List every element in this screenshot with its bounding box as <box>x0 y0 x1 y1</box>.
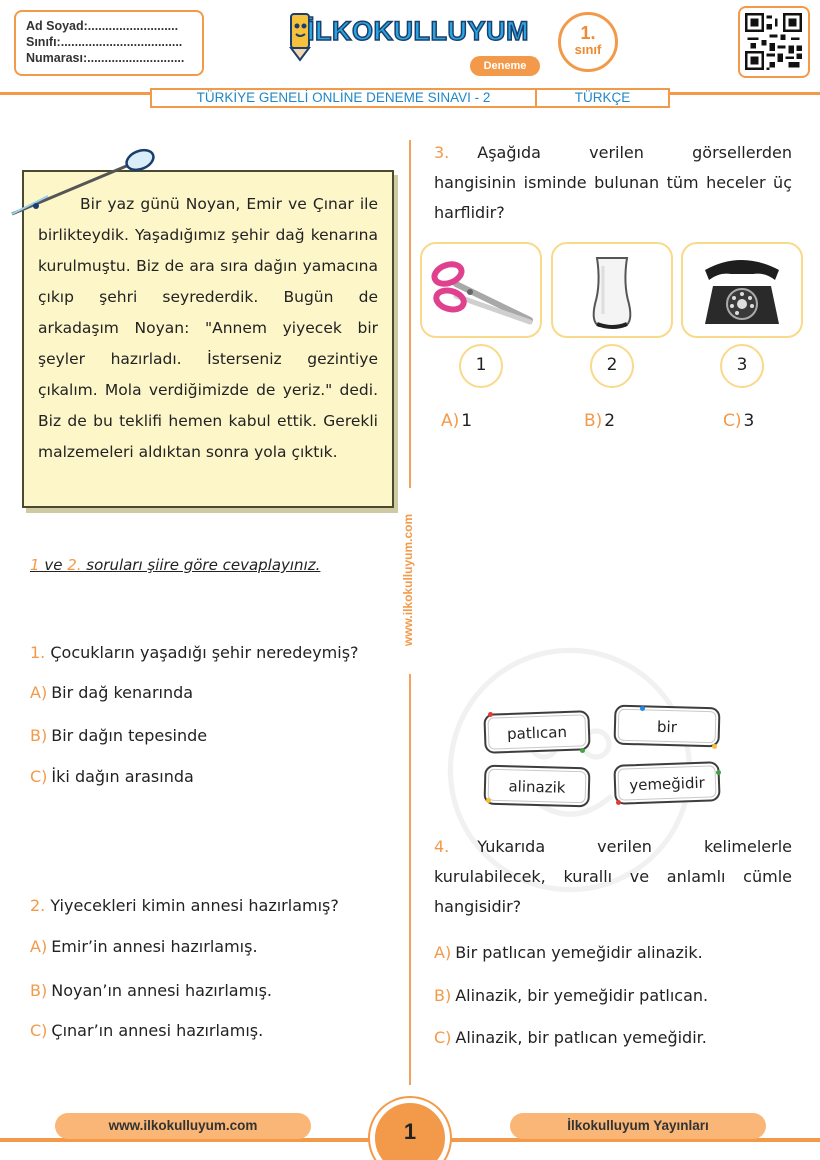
q2-option-a[interactable] <box>30 937 258 956</box>
logo-badge: Deneme <box>470 56 540 76</box>
grade-label: sınıf <box>574 42 602 57</box>
q2-option-c[interactable] <box>30 1021 263 1040</box>
option-text: Noyan’ın annesi hazırlamış. <box>51 981 273 1000</box>
option-letter: A) <box>30 937 48 956</box>
student-name-field: Ad Soyad:.......................... <box>26 19 179 33</box>
q2-number: 2. <box>30 896 46 915</box>
q3-option-b[interactable] <box>584 411 615 431</box>
q4-number: 4. <box>434 837 450 856</box>
option-text: 3 <box>743 411 755 431</box>
option-letter: C) <box>30 1021 48 1040</box>
q3-text: Aşağıda verilen görsellerden hangisinin isminde bulunan tüm heceler üç harflidir? <box>434 143 792 222</box>
option-letter: A) <box>30 683 48 702</box>
picture-card-1[interactable] <box>420 242 542 338</box>
q4-stem <box>434 832 792 922</box>
q2-text: Yiyecekleri kimin annesi hazırlamış? <box>45 896 339 915</box>
student-class-field: Sınıfı:................................... <box>26 35 183 49</box>
option-text: Alinazik, bir patlıcan yemeğidir. <box>455 1028 707 1047</box>
picture-number-1: 1 <box>459 344 503 388</box>
scissors-icon <box>422 244 540 336</box>
confetti-dot <box>486 798 491 803</box>
q4-option-a[interactable] <box>434 943 703 962</box>
option-letter: B) <box>434 986 452 1005</box>
q3-option-a[interactable] <box>441 411 472 431</box>
instruction-q2-ref: 2. <box>67 556 82 574</box>
q1-option-a[interactable] <box>30 683 193 702</box>
option-text: Emir’in annesi hazırlamış. <box>51 937 258 956</box>
picture-number-3: 3 <box>720 344 764 388</box>
exam-title-bar <box>150 88 670 108</box>
word-card-2: bir <box>613 705 720 748</box>
option-letter: A) <box>434 943 452 962</box>
logo-wordmark: İLKOKULLUYUM <box>307 16 529 46</box>
option-text: Bir dağ kenarında <box>51 683 194 702</box>
q1-text: Çocukların yaşadığı şehir neredeymiş? <box>45 643 359 662</box>
instruction-q1-ref: 1 <box>30 556 40 574</box>
q4-option-c[interactable] <box>434 1028 707 1047</box>
q2-option-b[interactable] <box>30 981 272 1000</box>
q1-stem <box>30 643 359 662</box>
q3-stem <box>434 138 792 228</box>
brand-logo <box>285 8 535 78</box>
pin-icon <box>8 148 158 228</box>
qr-code-icon <box>738 6 810 78</box>
word-card-1: patlıcan <box>483 710 590 754</box>
footer-website: www.ilkokulluyum.com <box>55 1113 311 1139</box>
confetti-dot <box>640 706 645 711</box>
word-card-3: alinazik <box>483 765 590 808</box>
grade-number: 1. <box>580 23 596 43</box>
option-text: 1 <box>461 411 473 431</box>
confetti-dot <box>712 744 717 749</box>
option-letter: A) <box>441 411 460 431</box>
rotary-telephone-icon <box>683 244 801 336</box>
instruction-text: soruları şiire göre cevaplayınız. <box>81 556 321 574</box>
instruction-line <box>30 556 320 574</box>
confetti-dot <box>716 770 721 775</box>
footer-publisher: İlkokulluyum Yayınları <box>510 1113 766 1139</box>
student-info-box <box>14 10 204 76</box>
picture-number-2: 2 <box>590 344 634 388</box>
instruction-ve: ve <box>39 556 68 574</box>
q3-option-c[interactable] <box>723 411 754 431</box>
side-website-text: www.ilkokulluyum.com <box>401 513 415 647</box>
q1-number: 1. <box>30 643 46 662</box>
option-letter: B) <box>584 411 603 431</box>
option-letter: B) <box>30 981 48 1000</box>
option-text: Alinazik, bir yemeğidir patlıcan. <box>455 986 709 1005</box>
option-text: Bir dağın tepesinde <box>51 726 208 745</box>
word-card-4: yemeğidir <box>613 761 720 805</box>
option-letter: C) <box>30 767 48 786</box>
grade-badge <box>558 12 618 72</box>
option-text: İki dağın arasında <box>51 767 194 786</box>
passage-text: Bir yaz günü Noyan, Emir ve Çınar ile birlikteydik. Yaşadığımız şehir dağ kenarına kurulmuştu. Biz de ara sıra dağın yamacına çıkıp şehri seyrederdik. Bugün de arkadaşım Noyan: "Annem yiyecek bir şeyler hazırladı. İsterseniz gezintiye çıkalım. Mola verdiğimizde de yeriz." dedi. Biz de bu teklifi hemen kabul ettik. Gerekli malzemeleri aldıktan sonra yola çıktık. <box>38 195 378 461</box>
q4-option-b[interactable] <box>434 986 708 1005</box>
option-text: Çınar’ın annesi hazırlamış. <box>51 1021 264 1040</box>
option-letter: C) <box>434 1028 452 1047</box>
q2-stem <box>30 896 339 915</box>
q1-option-c[interactable] <box>30 767 194 786</box>
q1-option-b[interactable] <box>30 726 207 745</box>
picture-card-3[interactable] <box>681 242 803 338</box>
q4-text: Yukarıda verilen kelimelerle kurulabilecek, kurallı ve anlamlı cümle hangisidir? <box>434 837 792 916</box>
confetti-dot <box>488 712 493 717</box>
option-letter: C) <box>723 411 742 431</box>
page-number: 1 <box>370 1098 450 1160</box>
option-text: Bir patlıcan yemeğidir alinazik. <box>455 943 703 962</box>
confetti-dot <box>616 800 621 805</box>
picture-card-2[interactable] <box>551 242 673 338</box>
tea-glass-icon <box>553 244 671 336</box>
exam-subject: TÜRKÇE <box>574 90 631 105</box>
student-number-field: Numarası:............................ <box>26 51 185 65</box>
confetti-dot <box>580 748 585 753</box>
option-text: 2 <box>604 411 616 431</box>
option-letter: B) <box>30 726 48 745</box>
exam-title: TÜRKİYE GENELİ ONLİNE DENEME SINAVI - 2 <box>152 90 537 106</box>
q3-number: 3. <box>434 143 450 162</box>
